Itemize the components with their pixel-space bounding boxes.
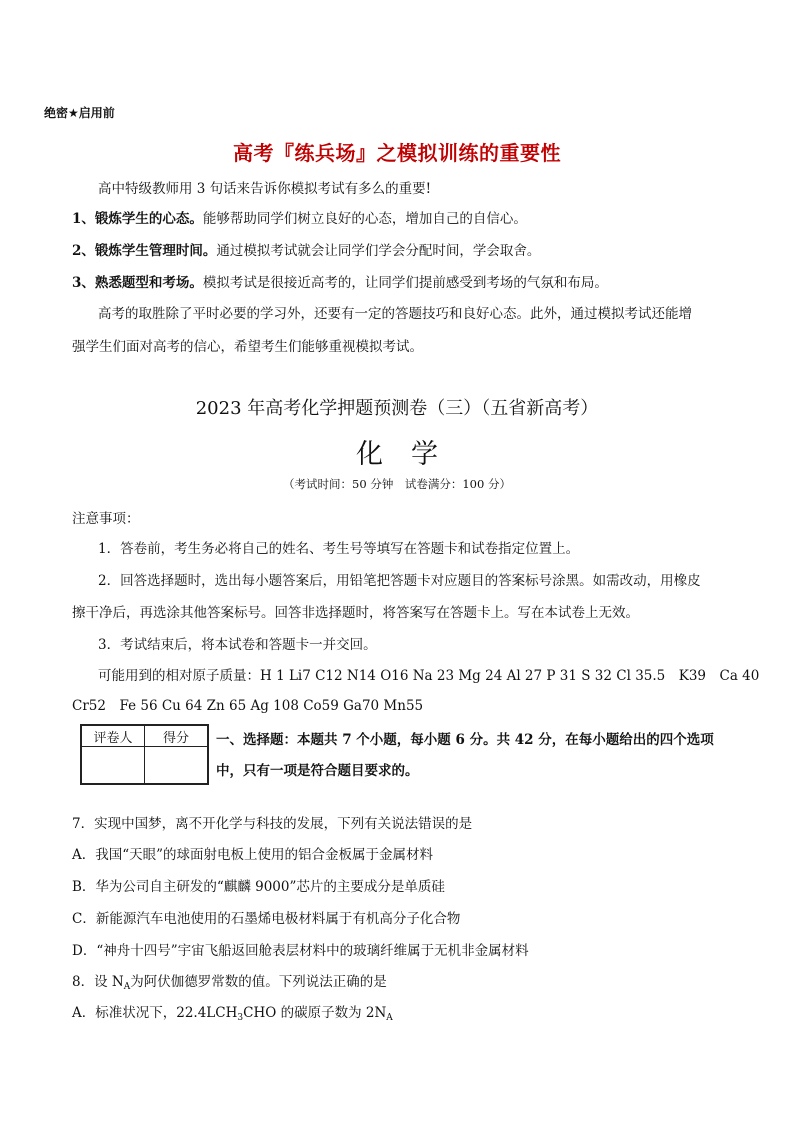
intro-point-head: 2、锻炼学生管理时间。 <box>72 243 217 259</box>
notes-item-2-line-2: 擦干净后，再选涂其他答案标号。回答非选择题时，将答案写在答题卡上。写在本试卷上无效。 <box>72 605 639 621</box>
intro-point-1 <box>72 210 527 228</box>
score-table-grader-cell[interactable] <box>81 747 145 785</box>
question-7-option-d: D．“神舟十四号”宇宙飞船返回舱表层材料中的玻璃纤维属于无机非金属材料 <box>72 943 529 959</box>
question-8-stem-post: 为阿伏伽德罗常数的值。下列说法正确的是 <box>130 974 387 990</box>
question-8-option-a-pre: A．标准状况下，22.4LCH <box>72 1005 238 1021</box>
question-8-stem <box>72 973 387 991</box>
question-8-option-a-sub-2: A <box>386 1013 393 1023</box>
intro-point-head: 1、锻炼学生的心态。 <box>72 211 203 227</box>
score-table-grader-header: 评卷人 <box>81 725 145 747</box>
intro-point-text: 能够帮助同学们树立良好的心态，增加自己的自信心。 <box>202 211 527 227</box>
notes-item-3: 3．考试结束后，将本试卷和答题卡一并交回。 <box>98 637 377 653</box>
question-7-stem: 7．实现中国梦，离不开化学与科技的发展，下列有关说法错误的是 <box>72 816 473 832</box>
question-8-option-a-sub-1: 3 <box>237 1013 244 1023</box>
intro-paragraph-line-2: 强学生们面对高考的信心，希望考生们能够重视模拟考试。 <box>72 339 423 355</box>
notes-item-2-line-1: 2．回答选择题时，选出每小题答案后，用铅笔把答题卡对应题目的答案标号涂黑。如需改动，用橡皮 <box>98 573 701 589</box>
intro-point-text: 模拟考试是很接近高考的，让同学们提前感受到考场的气氛和布局。 <box>202 275 608 291</box>
section-heading-line-1: 一、选择题：本题共 7 个小题，每小题 6 分。共 42 分，在每小题给出的四个选项 <box>216 732 714 748</box>
question-8-option-a-mid: CHO 的碳原子数为 2N <box>243 1005 387 1021</box>
exam-subject: 化学 <box>356 439 466 470</box>
intro-point-head: 3、熟悉题型和考场。 <box>72 275 203 291</box>
question-7-option-a: A．我国“天眼”的球面射电板上使用的铝合金板属于金属材料 <box>72 847 434 863</box>
score-table-header-row <box>81 725 208 747</box>
score-table-score-header: 得分 <box>145 725 209 747</box>
notes-item-1: 1．答卷前，考生务必将自己的姓名、考生号等填写在答题卡和试卷指定位置上。 <box>98 541 580 557</box>
notes-heading: 注意事项： <box>72 511 140 527</box>
confidential-label: 绝密★启用前 <box>44 106 115 120</box>
question-7-option-c: C．新能源汽车电池使用的石墨烯电极材料属于有机高分子化合物 <box>72 911 461 927</box>
question-8-option-a <box>72 1004 393 1022</box>
exam-time-info: （考试时间：50 分钟 试卷满分：100 分） <box>283 477 511 491</box>
exam-title: 2023 年高考化学押题预测卷（三）（五省新高考） <box>195 398 599 419</box>
score-table-score-cell[interactable] <box>145 747 209 785</box>
question-8-stem-sub: A <box>123 982 131 992</box>
intro-point-text: 通过模拟考试就会让同学们学会分配时间，学会取舍。 <box>216 243 541 259</box>
intro-title: 高考『练兵场』之模拟训练的重要性 <box>233 141 561 165</box>
intro-point-3 <box>72 274 608 292</box>
question-7-option-b: B．华为公司自主研发的“麒麟 9000”芯片的主要成分是单质硅 <box>72 879 445 895</box>
atomic-mass-line-1: 可能用到的相对原子质量：H 1 Li7 C12 N14 O16 Na 23 Mg 24 Al 27 P 31 S 32 Cl 35.5 K39 Ca 40 <box>98 668 760 684</box>
intro-paragraph-line-1: 高考的取胜除了平时必要的学习外，还要有一定的答题技巧和良好心态。此外，通过模拟考试还能增 <box>98 306 692 322</box>
score-table <box>80 724 209 785</box>
score-table-entry-row <box>81 747 208 785</box>
intro-point-2 <box>72 242 540 260</box>
section-heading-line-2: 中，只有一项是符合题目要求的。 <box>216 763 419 779</box>
question-8-stem-pre: 8．设 N <box>72 974 124 990</box>
atomic-mass-line-2: Cr52 Fe 56 Cu 64 Zn 65 Ag 108 Co59 Ga70 Mn55 <box>72 698 424 714</box>
intro-lead: 高中特级教师用 3 句话来告诉你模拟考试有多么的重要! <box>98 181 432 197</box>
